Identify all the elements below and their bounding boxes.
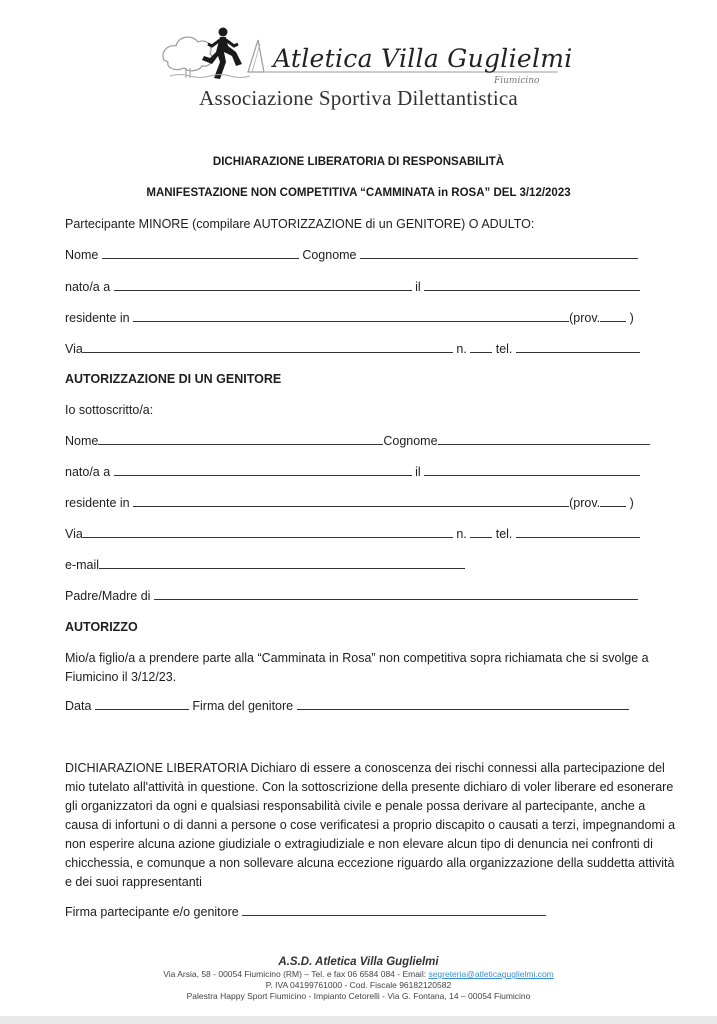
parent-child-row <box>65 589 638 603</box>
parent-address-row <box>65 527 640 541</box>
email-label: e-mail <box>65 558 100 572</box>
parent-signature-field[interactable] <box>297 699 629 710</box>
footer-gym: Palestra Happy Sport Fiumicino - Impianto Cetorelli - Via G. Fontana, 14 – 00054 Fiumicino <box>186 991 531 1001</box>
participant-birth-row <box>65 280 640 294</box>
logo-subtitle: Fiumicino <box>494 76 540 86</box>
participant-cognome-field[interactable] <box>360 248 638 259</box>
residente-label: residente in <box>65 496 130 510</box>
nato-label: nato/a a <box>65 465 111 479</box>
viewer-bottom-band <box>0 1016 717 1024</box>
parent-birth-row <box>65 465 640 479</box>
event-title: MANIFESTAZIONE NON COMPETITIVA “CAMMINATA in ROSA” DEL 3/12/2023 <box>146 187 571 199</box>
participant-address-row <box>65 342 640 356</box>
final-signature-row <box>65 905 546 919</box>
authorize-text: Mio/a figlio/a a prendere parte alla “Camminata in Rosa” non competitiva sopra richiamata che si svolge a Fiumicino il 3/12/23. <box>65 651 649 684</box>
il-label: il <box>415 280 421 294</box>
participant-nome-field[interactable] <box>102 248 299 259</box>
parent-residence-row <box>65 496 634 510</box>
parent-email-field[interactable] <box>99 558 465 569</box>
participant-prov-field[interactable] <box>600 311 626 322</box>
n-label: n. <box>456 527 467 541</box>
footer <box>0 955 717 1002</box>
parent-nome-field[interactable] <box>98 434 383 445</box>
email-link[interactable]: segreteria@atleticaguglielmi.com <box>428 969 554 979</box>
logo-wordmark: Atletica Villa Guglielmi <box>273 44 573 73</box>
nome-label: Nome <box>65 434 99 448</box>
il-label: il <box>415 465 421 479</box>
residente-label: residente in <box>65 311 130 325</box>
child-name-field[interactable] <box>154 589 638 600</box>
cognome-label: Cognome <box>383 434 438 448</box>
prov-close: ) <box>629 311 634 325</box>
document-title: DICHIARAZIONE LIBERATORIA DI RESPONSABILITÀ <box>212 156 505 168</box>
parent-cognome-field[interactable] <box>438 434 650 445</box>
firma-genitore-label: Firma del genitore <box>192 699 294 713</box>
via-label: Via <box>65 342 83 356</box>
prov-close: ) <box>629 496 634 510</box>
cognome-label: Cognome <box>302 248 357 262</box>
nato-label: nato/a a <box>65 280 111 294</box>
parent-via-field[interactable] <box>83 527 453 538</box>
parent-prov-field[interactable] <box>600 496 626 507</box>
date-field[interactable] <box>95 699 189 710</box>
authorize-heading: AUTORIZZO <box>65 620 138 634</box>
participant-birthdate-field[interactable] <box>424 280 640 291</box>
parent-number-field[interactable] <box>470 527 492 538</box>
footer-address: Via Arsia, 58 - 00054 Fiumicino (RM) – Tel. e fax 06 6584 084 - Email: segreteria@atleticaguglielmi.com <box>163 969 554 979</box>
parent-intro: Io sottoscritto/a: <box>65 403 154 417</box>
padre-madre-label: Padre/Madre di <box>65 589 151 603</box>
release-declaration: DICHIARAZIONE LIBERATORIA Dichiaro di essere a conoscenza dei rischi connessi alla partecipazione del mio tutelato all'attività in questione. Con la sottoscrizione della presente dichiaro di voler liberare ed esonerare gli organizzatori da ogni e qualsiasi responsabilità civile e penale possa derivare al partecipante, anche a causa di infortuni o di danni a persone o cose verificatesi a proprio discapito o causati a terzi, impegnandomi a non esperire alcuna azione giudiziale o extragiudiziale e non elevare alcun tipo di denuncia nei confronti di chicchessia, e comunque a non sollevare alcuna eccezione riguardo alla organizzazione della suddetta attività e dei suoi rappresentanti <box>65 761 676 889</box>
association-name: Associazione Sportiva Dilettantistica <box>199 86 518 110</box>
parent-residence-field[interactable] <box>133 496 569 507</box>
parent-tel-field[interactable] <box>516 527 640 538</box>
data-label: Data <box>65 699 92 713</box>
participant-tel-field[interactable] <box>516 342 640 353</box>
participant-intro: Partecipante MINORE (compilare AUTORIZZAZIONE di un GENITORE) O ADULTO: <box>65 217 535 231</box>
prov-label: (prov. <box>569 311 601 325</box>
firma-partecipante-label: Firma partecipante e/o genitore <box>65 905 239 919</box>
footer-fiscal: P. IVA 04199761000 - Cod. Fiscale 96182120582 <box>265 980 452 990</box>
parent-birthplace-field[interactable] <box>114 465 412 476</box>
nome-label: Nome <box>65 248 99 262</box>
participant-signature-field[interactable] <box>242 905 546 916</box>
via-label: Via <box>65 527 83 541</box>
footer-title: A.S.D. Atletica Villa Guglielmi <box>278 956 439 968</box>
participant-birthplace-field[interactable] <box>114 280 412 291</box>
participant-via-field[interactable] <box>83 342 453 353</box>
prov-label: (prov. <box>569 496 601 510</box>
authorize-signature-row <box>65 699 629 713</box>
parent-birthdate-field[interactable] <box>424 465 640 476</box>
participant-residence-row <box>65 311 634 325</box>
club-logo <box>160 22 573 86</box>
tel-label: tel. <box>495 527 513 541</box>
parent-section-heading: AUTORIZZAZIONE DI UN GENITORE <box>65 372 282 386</box>
n-label: n. <box>456 342 467 356</box>
tel-label: tel. <box>495 342 513 356</box>
participant-residence-field[interactable] <box>133 311 569 322</box>
participant-number-field[interactable] <box>470 342 492 353</box>
parent-name-row <box>65 434 650 448</box>
parent-email-row <box>65 558 465 572</box>
participant-name-row <box>65 248 638 262</box>
